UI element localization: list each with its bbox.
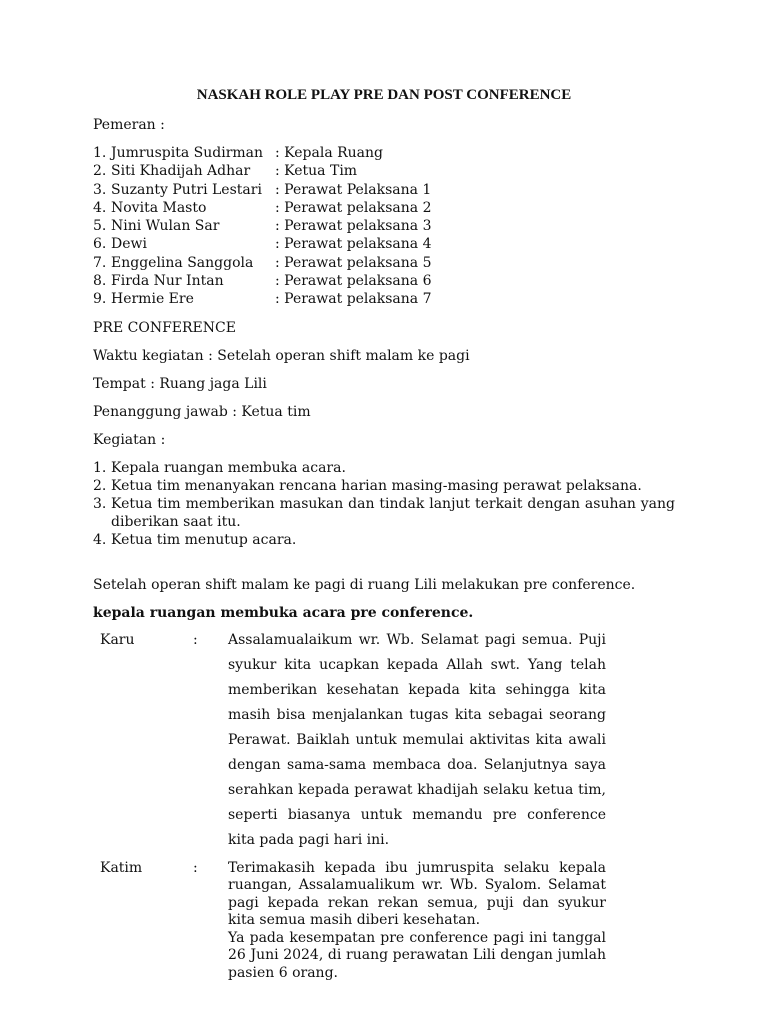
activity-item: 4. Ketua tim menutup acara. <box>93 531 297 548</box>
cast-role: : Perawat pelaksana 6 <box>275 273 432 290</box>
speech-block <box>228 860 606 983</box>
cast-name: Jumruspita Sudirman <box>111 145 264 161</box>
document-title: NASKAH ROLE PLAY PRE DAN POST CONFERENCE <box>196 87 572 103</box>
document-page <box>93 85 675 982</box>
person-in-charge: Penanggung jawab : Ketua tim <box>93 403 311 420</box>
cast-item: 1. Jumruspita Sudirman : Kepala Ruang <box>93 144 675 162</box>
cast-name: Siti Khadijah Adhar <box>111 163 251 180</box>
cast-name: Dewi <box>111 236 147 253</box>
cast-item: 9. Hermie Ere : Perawat pelaksana 7 <box>93 290 675 308</box>
dialog-row-katim <box>93 860 675 983</box>
cast-name: Hermie Ere <box>111 291 194 308</box>
cast-list <box>93 144 675 309</box>
speech-text: Terimakasih kepada ibu jumruspita selaku kepala ruangan, Assalamualikum wr. Wb. Syalom. Selamat pagi kepada rekan rekan semua, puji dan syukur kita semua masih diberi kesehatan. <box>228 859 606 929</box>
cast-name: Suzanty Putri Lestari <box>111 181 262 198</box>
cast-role: : Perawat pelaksana 5 <box>275 254 432 271</box>
cast-item: 3. Suzanty Putri Lestari : Perawat Pelaksana 1 <box>93 181 675 199</box>
cast-item: 4. Novita Masto : Perawat pelaksana 2 <box>93 199 675 217</box>
speaker-name: Karu <box>100 631 135 648</box>
cast-item: 5. Nini Wulan Sar : Perawat pelaksana 3 <box>93 217 675 235</box>
cast-name: Enggelina Sanggola <box>111 254 254 271</box>
bold-heading: kepala ruangan membuka acara pre conference. <box>93 604 474 621</box>
cast-role: : Perawat pelaksana 2 <box>275 199 432 216</box>
cast-role: : Perawat pelaksana 7 <box>275 291 432 308</box>
cast-name: Nini Wulan Sar <box>111 218 220 235</box>
cast-role: : Ketua Tim <box>275 163 358 180</box>
activities-label: Kegiatan : <box>93 431 166 448</box>
activity-item: 2. Ketua tim menanyakan rencana harian masing-masing perawat pelaksana. <box>93 477 642 494</box>
speaker-colon: : <box>193 631 198 648</box>
cast-item: 6. Dewi : Perawat pelaksana 4 <box>93 235 675 253</box>
cast-role: : Perawat pelaksana 3 <box>275 218 432 235</box>
intro-paragraph: Setelah operan shift malam ke pagi di ruang Lili melakukan pre conference. <box>93 576 636 593</box>
dialog-row-karu <box>93 628 675 853</box>
speech-text: Ya pada kesempatan pre conference pagi ini tanggal 26 Juni 2024, di ruang perawatan Lili dengan jumlah pasien 6 orang. <box>228 929 606 981</box>
activity-time: Waktu kegiatan : Setelah operan shift malam ke pagi <box>93 347 470 364</box>
speaker-name: Katim <box>100 859 143 876</box>
cast-role: : Perawat Pelaksana 1 <box>275 181 432 198</box>
activity-item: 1. Kepala ruangan membuka acara. <box>93 459 346 476</box>
cast-label: Pemeran : <box>93 117 165 133</box>
cast-item: 7. Enggelina Sanggola : Perawat pelaksana 5 <box>93 254 675 272</box>
cast-name: Firda Nur Intan <box>111 273 224 290</box>
cast-role: : Kepala Ruang <box>275 145 384 161</box>
cast-item: 8. Firda Nur Intan : Perawat pelaksana 6 <box>93 272 675 290</box>
speaker-colon: : <box>193 859 198 876</box>
cast-role: : Perawat pelaksana 4 <box>275 236 432 253</box>
cast-item: 2. Siti Khadijah Adhar : Ketua Tim <box>93 162 675 180</box>
activity-place: Tempat : Ruang jaga Lili <box>93 375 267 392</box>
activity-item: 3. Ketua tim memberikan masukan dan tindak lanjut terkait dengan asuhan yang diberikan saat itu. <box>93 495 675 530</box>
activities-list <box>93 459 675 549</box>
cast-name: Novita Masto <box>111 199 207 216</box>
dialog <box>93 628 675 983</box>
section-heading: PRE CONFERENCE <box>93 319 236 336</box>
speech-text: Assalamualaikum wr. Wb. Selamat pagi semua. Puji syukur kita ucapkan kepada Allah swt. Yang telah memberikan kesehatan kepada kita sehingga kita masih bisa menjalankan tugas kita sebagai seorang Perawat. Baiklah untuk memulai aktivitas kita awali dengan sama-sama membaca doa. Selanjutnya saya serahkan kepada perawat khadijah selaku ketua tim, seperti biasanya untuk memandu pre conference kita pada pagi hari ini. <box>228 631 606 848</box>
